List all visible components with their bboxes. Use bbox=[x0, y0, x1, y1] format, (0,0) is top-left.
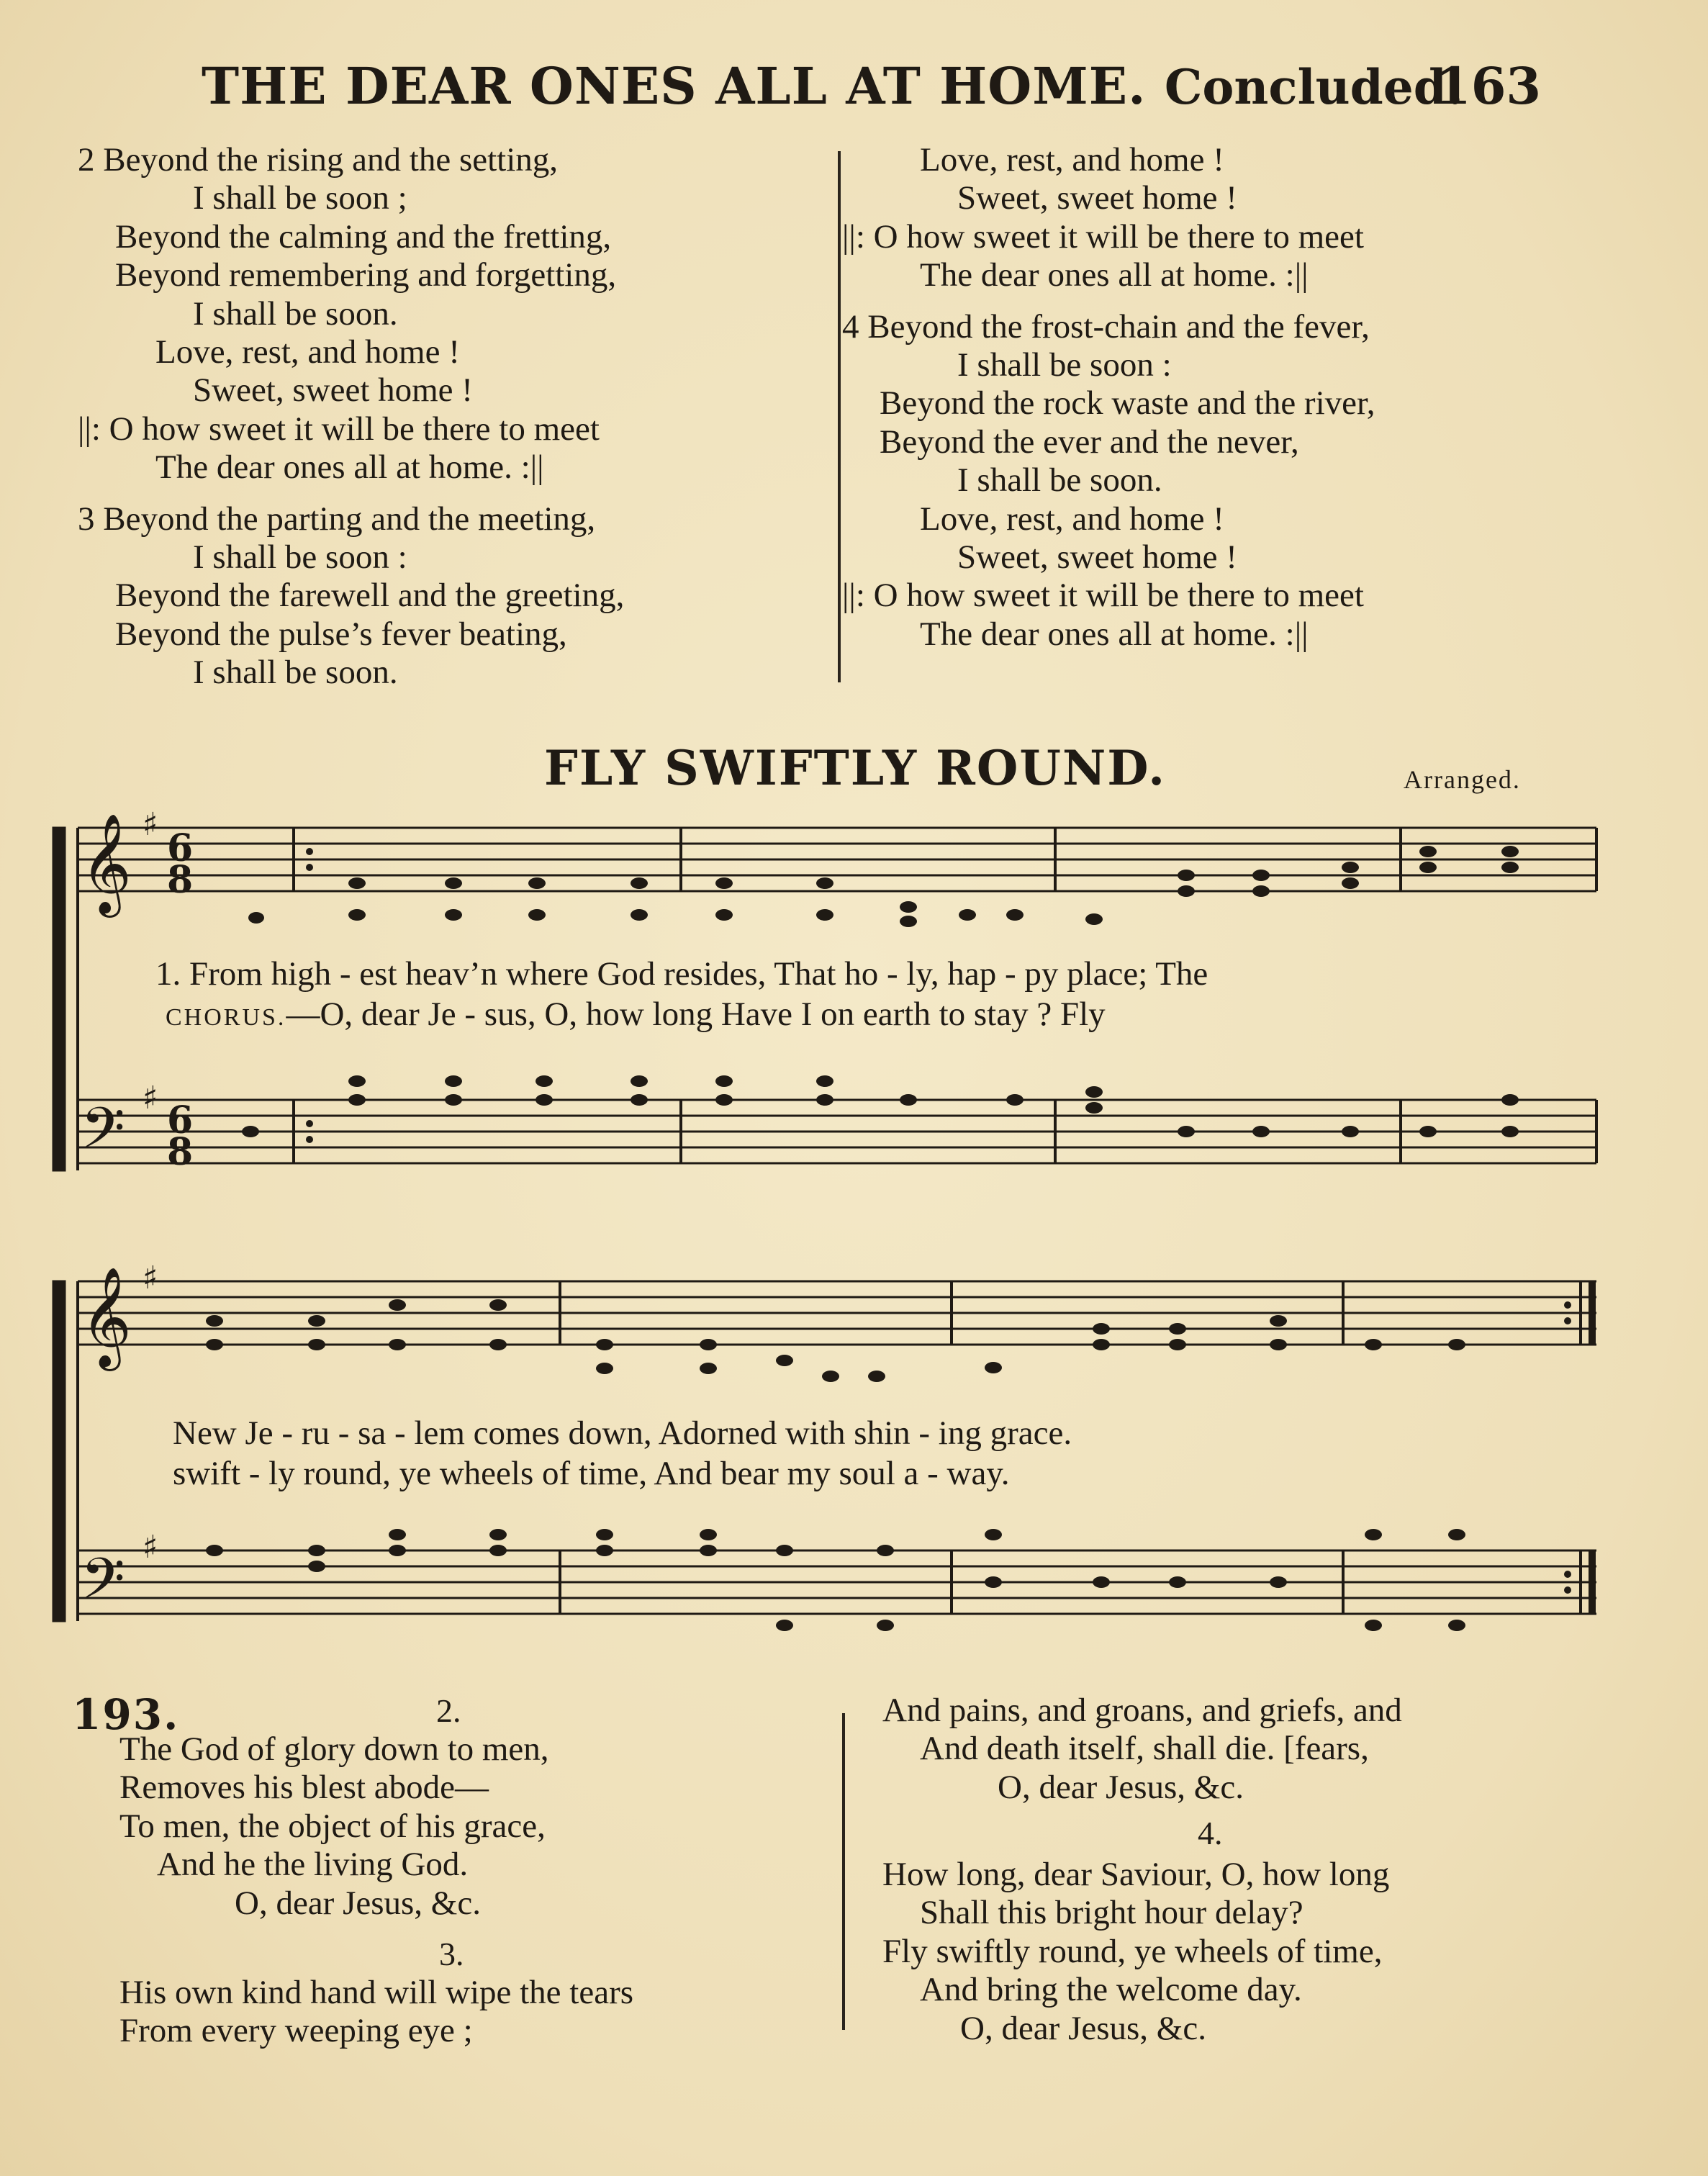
verse-line: Sweet, sweet home ! bbox=[193, 371, 473, 410]
treble-clef-2: 𝄞 bbox=[81, 1267, 132, 1367]
hymn-title: THE DEAR ONES ALL AT HOME. bbox=[202, 56, 1147, 116]
stanza-4 bbox=[882, 1856, 1389, 2048]
verse-line: The God of glory down to men, bbox=[119, 1730, 549, 1768]
system-brace bbox=[53, 828, 65, 1170]
svg-text:8: 8 bbox=[167, 1130, 194, 1174]
svg-text:♯: ♯ bbox=[143, 1260, 158, 1296]
verse-line: Beyond the ever and the never, bbox=[880, 423, 1299, 461]
page-number: 163 bbox=[1436, 56, 1542, 116]
verse-line: ||: O how sweet it will be there to meet bbox=[78, 410, 600, 448]
verse-line: Removes his blest abode— bbox=[119, 1769, 489, 1807]
header-subtitle: Concluded. bbox=[1164, 59, 1463, 115]
bass-staff-2 bbox=[78, 1550, 1596, 1614]
verse-line: Love, rest, and home ! bbox=[920, 141, 1224, 179]
svg-text:6: 6 bbox=[167, 826, 194, 870]
verse-line: I shall be soon. bbox=[193, 294, 398, 333]
verse-line: Love, rest, and home ! bbox=[155, 333, 460, 371]
verse-line: How long, dear Saviour, O, how long bbox=[882, 1856, 1390, 1893]
verse-line: I shall be soon. bbox=[957, 461, 1162, 500]
verse-line: 4 Beyond the frost-chain and the fever, bbox=[842, 307, 1370, 346]
verse-line: Fly swiftly round, ye wheels of time, bbox=[882, 1932, 1383, 1970]
svg-text:♯: ♯ bbox=[143, 806, 158, 843]
bass-staff-1 bbox=[78, 1100, 1596, 1163]
lyric-verse-line-2: New Je - ru - sa - lem comes down, Adorned with shin - ing grace. bbox=[173, 1414, 1072, 1452]
svg-text:6: 6 bbox=[167, 1098, 194, 1142]
arranger-credit: Arranged. bbox=[1404, 765, 1521, 794]
verse-line: And bring the welcome day. bbox=[920, 1971, 1302, 2009]
verse-line: ||: O how sweet it will be there to meet bbox=[842, 577, 1364, 615]
verse-line: O, dear Jesus, &c. bbox=[235, 1884, 481, 1922]
lyric-chorus-line-1 bbox=[166, 995, 1106, 1034]
verse-line: And pains, and groans, and griefs, and bbox=[882, 1692, 1402, 1729]
verse-line: 3 Beyond the parting and the meeting, bbox=[78, 500, 596, 538]
verse-line: I shall be soon ; bbox=[193, 179, 407, 217]
treble-staff-1 bbox=[78, 828, 1596, 891]
verse-line: From every weeping eye ; bbox=[119, 2012, 473, 2050]
song-title: FLY SWIFTLY ROUND. bbox=[544, 740, 1167, 796]
verse-line: I shall be soon : bbox=[957, 346, 1172, 384]
verse-line: Sweet, sweet home ! bbox=[957, 179, 1237, 217]
verse-line: Beyond the farewell and the greeting, bbox=[115, 577, 625, 615]
verse-line: O, dear Jesus, &c. bbox=[960, 2009, 1206, 2047]
treble-clef: 𝄞 bbox=[81, 813, 132, 913]
verse-line: The dear ones all at home. :|| bbox=[920, 615, 1309, 653]
chorus-text: —O, dear Je - sus, O, how long Have I on earth to stay ? Fly bbox=[286, 996, 1106, 1033]
column-divider bbox=[842, 1713, 845, 2030]
verse-line: Shall this bright hour delay? bbox=[920, 1894, 1303, 1932]
verse-line: I shall be soon. bbox=[193, 654, 398, 692]
lyric-verse-line-1: 1. From high - est heav’n where God resides, That ho - ly, hap - py place; The bbox=[155, 955, 1208, 993]
stanza-number: 4. bbox=[1198, 1815, 1223, 1851]
verse-line: The dear ones all at home. :|| bbox=[920, 256, 1309, 294]
treble-staff-2 bbox=[78, 1281, 1596, 1345]
verse-line: 2 Beyond the rising and the setting, bbox=[78, 141, 559, 179]
svg-text:8: 8 bbox=[167, 858, 194, 902]
verse-line: ||: O how sweet it will be there to meet bbox=[842, 217, 1364, 256]
verse-line: His own kind hand will wipe the tears bbox=[119, 1974, 634, 2011]
lyric-chorus-line-2: swift - ly round, ye wheels of time, And bear my soul a - way. bbox=[173, 1455, 1010, 1492]
verse-line: Beyond the calming and the fretting, bbox=[115, 217, 612, 256]
stanza-number: 2. bbox=[436, 1692, 461, 1729]
stanza-2 bbox=[119, 1730, 549, 1923]
system-brace-2 bbox=[53, 1281, 65, 1621]
verse-line: Love, rest, and home ! bbox=[920, 500, 1224, 538]
verse-line: Beyond remembering and forgetting, bbox=[115, 256, 617, 294]
verse-line: The dear ones all at home. :|| bbox=[155, 448, 544, 487]
chorus-label: CHORUS. bbox=[166, 1004, 286, 1031]
verse-line: Beyond the rock waste and the river, bbox=[880, 384, 1375, 423]
verse-line: I shall be soon : bbox=[193, 538, 407, 577]
verse-line: Beyond the pulse’s fever beating, bbox=[115, 615, 567, 653]
verse-line: And he the living God. bbox=[157, 1846, 469, 1884]
verse-line: Sweet, sweet home ! bbox=[957, 538, 1237, 577]
stanza-number: 3. bbox=[439, 1936, 464, 1972]
hymn-number: 193. bbox=[72, 1690, 180, 1739]
svg-text:♯: ♯ bbox=[143, 1529, 158, 1566]
verse-line: To men, the object of his grace, bbox=[119, 1807, 546, 1845]
bass-clef-2: 𝄢 bbox=[81, 1545, 125, 1626]
stanza-3-continued bbox=[882, 1692, 1402, 1807]
verse-line: And death itself, shall die. [fears, bbox=[920, 1730, 1369, 1768]
verse-line: O, dear Jesus, &c. bbox=[998, 1768, 1244, 1806]
svg-text:♯: ♯ bbox=[143, 1080, 158, 1116]
bass-clef: 𝄢 bbox=[81, 1095, 125, 1175]
stanza-3 bbox=[119, 1974, 633, 2051]
